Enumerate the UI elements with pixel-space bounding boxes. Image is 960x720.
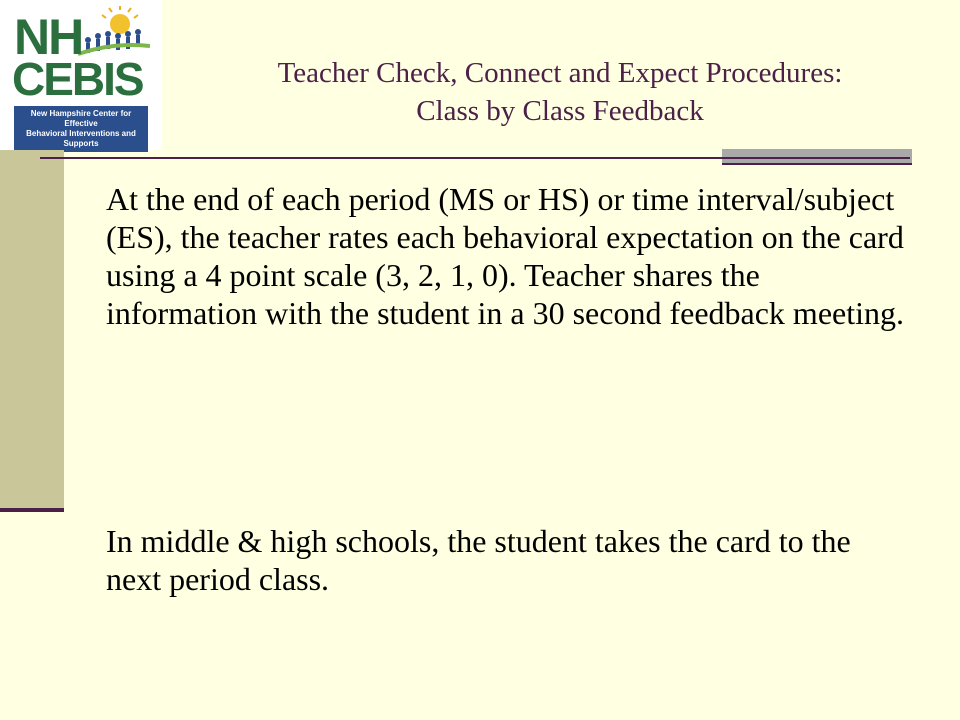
nh-cebis-logo — [0, 0, 162, 150]
logo-caption — [14, 106, 148, 152]
people-sun-logo-icon — [78, 6, 150, 56]
body-paragraph-1: At the end of each period (MS or HS) or time interval/subject (ES), the teacher rates each behavioral expectation on the card using a 4 point scale (3, 2, 1, 0). Teacher shares the information with the student in a 30 second feedback meeting. — [106, 181, 904, 331]
logo-caption-line1: New Hampshire Center for Effective — [30, 109, 132, 128]
slide-title-line1: Teacher Check, Connect and Expect Procedures: — [277, 57, 843, 89]
slide-title-line2: Class by Class Feedback — [416, 95, 704, 127]
body-paragraph-2: In middle & high schools, the student takes the card to the next period class. — [106, 523, 851, 597]
left-accent-bar — [0, 150, 64, 508]
logo-nh-text: NH — [14, 9, 83, 65]
slide-title — [170, 54, 950, 130]
title-rule — [40, 157, 910, 159]
left-accent-bar-line — [0, 508, 64, 512]
logo-cebis-text: CEBIS — [12, 53, 143, 105]
logo-caption-line2: Behavioral Interventions and Supports — [26, 129, 136, 148]
